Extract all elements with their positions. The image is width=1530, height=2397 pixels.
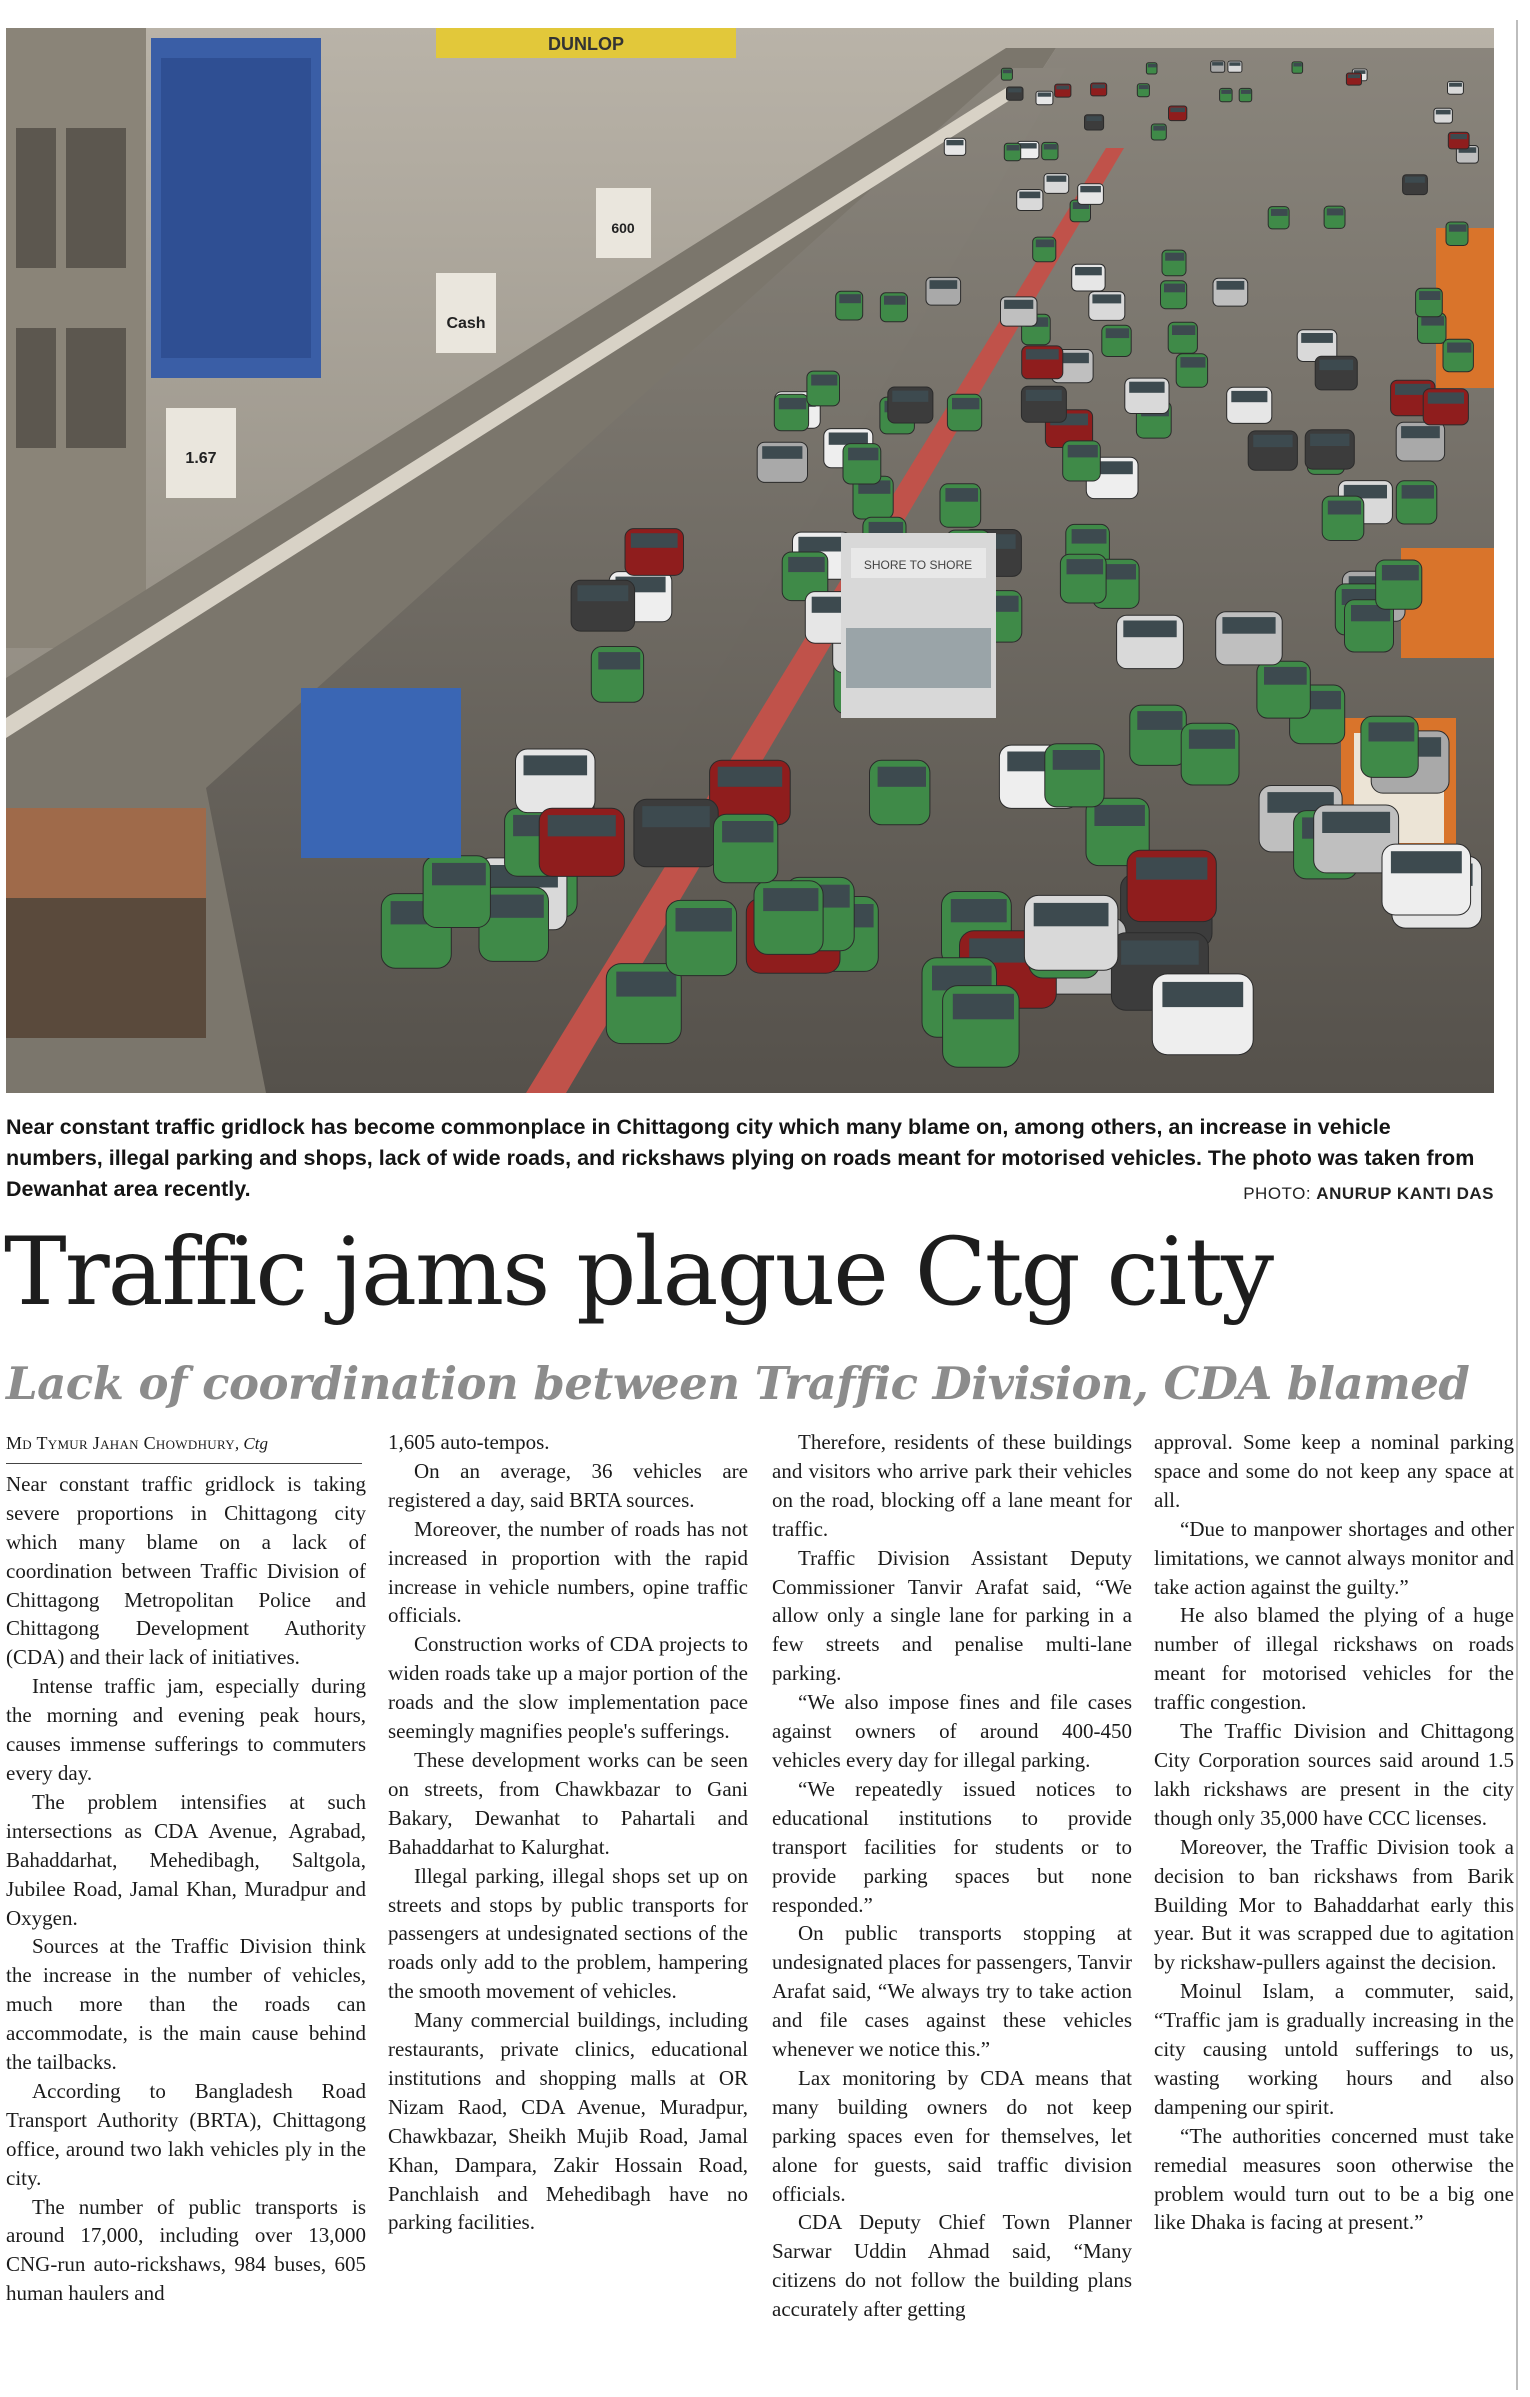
paragraph: “Due to manpower shortages and other limitations, we cannot always monitor and take action against the guilty.”: [1154, 1516, 1514, 1599]
windshield: [1405, 177, 1425, 183]
windshield: [1170, 108, 1185, 113]
windshield: [1419, 291, 1440, 300]
windshield: [1293, 63, 1301, 67]
article-column-2: [388, 1428, 748, 2237]
article-column-4: [1154, 1428, 1514, 2237]
windshield: [763, 888, 818, 911]
windshield: [1164, 284, 1185, 293]
windshield: [1072, 529, 1107, 544]
windshield: [1053, 750, 1100, 770]
windshield: [1428, 392, 1464, 403]
windshield: [1148, 64, 1157, 68]
paragraph: Many commercial buildings, including restaurants, private clinics, educational institutions and shopping malls at OR Nizam Raod, CDA Avenue, Muradpur, Chawkbazar, Sheikh Mujib Road, Jamal Khan, Dampara, Zakir Hossain Road, Panchlaish and Mehedibagh have no parking facilities.: [388, 2008, 748, 2235]
windshield: [1253, 435, 1292, 447]
traffic-jam-photo: [6, 28, 1494, 1093]
windshield: [1447, 343, 1471, 353]
windshield: [1038, 93, 1052, 97]
byline-name: Md Tymur Jahan Chowdhury: [6, 1433, 235, 1453]
windshield: [1026, 349, 1059, 359]
windshield: [811, 375, 837, 386]
windshield: [930, 280, 958, 289]
windshield: [1003, 70, 1012, 74]
photo-caption: Near constant traffic gridlock has become commonplace in Chittagong city which many blame on, among others, an increase in vehicle numbers, illegal parking and shops, lack of wide roads, and rickshaws plying on roads meant for motorised vehicles. The photo was taken from Dewanhat area recently.: [6, 1115, 1475, 1201]
windshield: [1382, 565, 1419, 580]
windshield: [1067, 559, 1104, 574]
windshield: [1401, 426, 1440, 438]
paragraph: The Traffic Division and Chittagong City Corporation sources said around 1.5 lakh rickshaws are present in the city though only 35,000 have CCC licenses.: [1154, 1719, 1514, 1830]
article-column-3: [772, 1428, 1132, 2324]
windshield: [1212, 62, 1223, 66]
windshield: [1129, 382, 1164, 393]
paragraph: Moinul Islam, a commuter, said, “Traffic jam is gradually increasing in the city causing untold sufferings to us, wasting working hours and also dampening our spirit.: [1154, 1979, 1514, 2119]
windshield: [788, 557, 825, 572]
windshield: [718, 767, 783, 787]
windshield: [1319, 360, 1353, 371]
windshield: [779, 398, 806, 409]
article-column-1: [6, 1428, 366, 2308]
photo-credit: [1243, 1184, 1494, 1204]
windshield: [1301, 333, 1333, 343]
windshield: [1092, 84, 1105, 88]
windshield: [1162, 982, 1243, 1007]
paragraph: “The authorities concerned must take remedial measures soon otherwise the problem would turn out to be a big one like Dhaka is facing at present.”: [1154, 2123, 1514, 2235]
windshield: [762, 446, 802, 459]
windshield: [642, 806, 710, 827]
paragraph: These development works can be seen on streets, from Chawkbazar to Gani Bakary, Dewanhat to Pahartali and Bahaddarhat to Kalurghat.: [388, 1747, 748, 1859]
windshield: [616, 972, 676, 997]
windshield: [598, 652, 640, 669]
windshield: [1310, 434, 1349, 446]
windshield: [798, 537, 845, 552]
windshield: [1180, 357, 1205, 368]
paragraph: The problem intensifies at such intersections as CDA Avenue, Agrabad, Bahaddarhat, Mehedibagh, Saltgola, Jubilee Road, Jamal Khan, Muradpur and Oxygen.: [6, 1789, 366, 1930]
windshield: [848, 448, 878, 461]
windshield: [839, 294, 861, 303]
dunlop-banner-text: DUNLOP: [548, 34, 624, 54]
byline-location: Ctg: [243, 1434, 268, 1453]
photo-credit-prefix: PHOTO:: [1243, 1184, 1317, 1203]
windshield: [952, 398, 979, 409]
windshield: [1094, 805, 1145, 826]
photo-credit-name: ANURUP KANTI DAS: [1316, 1184, 1494, 1203]
windshield: [1153, 126, 1165, 131]
paragraph: approval. Some keep a nominal parking space and some do not keep any space at all.: [1154, 1430, 1514, 1512]
windshield: [1322, 812, 1390, 833]
windshield: [1019, 143, 1036, 148]
windshield: [1034, 903, 1109, 926]
windshield: [1086, 116, 1101, 121]
windshield: [892, 391, 928, 402]
paragraph: Moreover, the Traffic Division took a decision to ban rickshaws from Barik Building Mor to Bahaddarhat early this year. But it was scrapped due to agitation by rickshaw-pullers against the decision.: [1154, 1834, 1514, 1975]
paragraph: Therefore, residents of these buildings and visitors who arrive park their vehicles on the road, blocking off a lane meant for traffic.: [772, 1430, 1132, 1541]
paragraph: Moreover, the number of roads has not increased in proportion with the rapid increase in vehicle numbers, opine traffic officials.: [388, 1516, 748, 1628]
paragraph: Construction works of CDA projects to widen roads take up a major portion of the roads and the slow implementation pace seemingly magnifies people's sufferings.: [388, 1632, 748, 1744]
windshield: [1008, 88, 1021, 92]
windshield: [1047, 176, 1067, 182]
windshield: [1136, 857, 1207, 879]
paragraph: “We repeatedly issued notices to educational institutions to provide transport facilities for students or to provide parking spaces but none responded.”: [772, 1776, 1132, 1917]
windshield: [1092, 294, 1121, 303]
windshield: [1348, 74, 1360, 78]
windshield: [1036, 240, 1055, 248]
byline: Md Tymur Jahan Chowdhury, Ctg: [6, 1428, 362, 1464]
windshield: [1106, 328, 1130, 338]
windshield: [1080, 186, 1101, 192]
windshield: [578, 585, 629, 601]
windshield: [953, 994, 1014, 1020]
paragraph: Intense traffic jam, especially during the morning and evening peak hours, causes immense sufferings to commuters every day.: [6, 1674, 366, 1785]
paragraph: “We also impose fines and file cases against owners of around 400-450 vehicles every day for illegal parking.: [772, 1690, 1132, 1772]
paragraph: Sources at the Traffic Division think the increase in the number of vehicles, much more than the roads can accommodate, is the main cause behind the tailbacks.: [6, 1934, 366, 2075]
paragraph: Near constant traffic gridlock is taking severe proportions in Chittagong city which many blame on a lack of coordination between Traffic Division of Chittagong Metropolitan Police and Chittagong Development Authority (CDA) and their lack of initiatives.: [6, 1471, 366, 1670]
windshield: [1026, 390, 1062, 401]
windshield: [1217, 281, 1245, 290]
windshield: [1436, 110, 1451, 115]
windshield: [548, 815, 616, 836]
windshield: [524, 755, 588, 775]
paragraph: On an average, 36 vehicles are registered a day, said BRTA sources.: [388, 1458, 748, 1512]
windshield: [1402, 485, 1434, 499]
windshield: [1421, 316, 1444, 326]
windshield: [829, 433, 868, 445]
windshield: [1328, 501, 1361, 515]
truck-label-text: SHORE TO SHORE: [863, 558, 973, 572]
windshield: [1137, 711, 1182, 730]
windshield: [1121, 941, 1199, 965]
paragraph: According to Bangladesh Road Transport Authority (BRTA), Chittagong office, around two lakh vehicles ply in the city.: [6, 2078, 366, 2190]
paragraph: Lax monitoring by CDA means that many building owners do not keep parking spaces even for themselves, let alone for guests, said traffic division officials.: [772, 2065, 1132, 2206]
windshield: [432, 863, 486, 885]
paragraph: The number of public transports is around 17,000, including over 13,000 CNG-run auto-rickshaws, 984 buses, 605 human haulers and: [6, 2194, 366, 2306]
windshield: [1139, 85, 1149, 89]
windshield: [951, 899, 1007, 922]
windshield: [1068, 445, 1098, 458]
windshield: [1075, 267, 1102, 275]
windshield: [488, 895, 544, 918]
windshield: [1271, 209, 1288, 216]
paragraph: 1,605 auto-tempos.: [388, 1430, 550, 1454]
windshield: [1449, 83, 1462, 87]
windshield: [1241, 90, 1251, 94]
windshield: [1056, 85, 1069, 89]
windshield: [1369, 722, 1415, 741]
windshield: [878, 767, 926, 787]
windshield: [1450, 134, 1467, 139]
rate-billboard-text: 1.67: [185, 450, 217, 467]
600-billboard-text: 600: [611, 220, 635, 236]
windshield: [1221, 90, 1231, 94]
windshield: [1229, 62, 1240, 66]
windshield: [1189, 730, 1235, 749]
page-edge-rule: [1516, 20, 1518, 2390]
subheadline: Lack of coordination between Traffic Division, CDA blamed: [6, 1357, 1470, 1410]
windshield: [1222, 617, 1275, 634]
windshield: [1231, 391, 1267, 402]
windshield: [1007, 145, 1020, 151]
windshield: [1123, 621, 1176, 638]
paragraph: Illegal parking, illegal shops set up on streets and stops by public transports for passengers at undesignated sections of the roads only add to the problem, hampering the smooth movement of vehicles.: [388, 1863, 748, 2004]
windshield: [631, 533, 678, 548]
windshield: [1165, 253, 1184, 261]
headline: Traffic jams plague Ctg city: [4, 1218, 1273, 1327]
windshield: [1044, 144, 1057, 149]
windshield: [1391, 851, 1462, 873]
windshield: [884, 296, 906, 305]
paragraph: He also blamed the plying of a huge number of illegal rickshaws on roads meant for motorised vehicles for the traffic congestion.: [1154, 1603, 1514, 1715]
windshield: [676, 908, 732, 932]
paragraph: Traffic Division Assistant Deputy Commissioner Tanvir Arafat said, “We allow only a single lane for parking in a few streets and penalise multi-lane parking.: [772, 1545, 1132, 1686]
paragraph: CDA Deputy Chief Town Planner Sarwar Uddin Ahmad said, “Many citizens do not follow the building plans accurately after getting: [772, 2210, 1132, 2322]
windshield: [946, 140, 963, 145]
windshield: [1004, 300, 1033, 309]
paragraph: On public transports stopping at undesignated places for passengers, Tanvir Arafat said, “We always try to take action and file cases against these vehicles whenever we notice this.”: [772, 1921, 1132, 2062]
windshield: [1449, 224, 1467, 231]
windshield: [1327, 208, 1344, 215]
windshield: [1019, 192, 1040, 199]
cash-billboard-text: Cash: [446, 315, 486, 332]
windshield: [1264, 667, 1307, 685]
windshield: [1172, 325, 1195, 335]
windshield: [722, 821, 773, 842]
windshield: [945, 488, 978, 502]
